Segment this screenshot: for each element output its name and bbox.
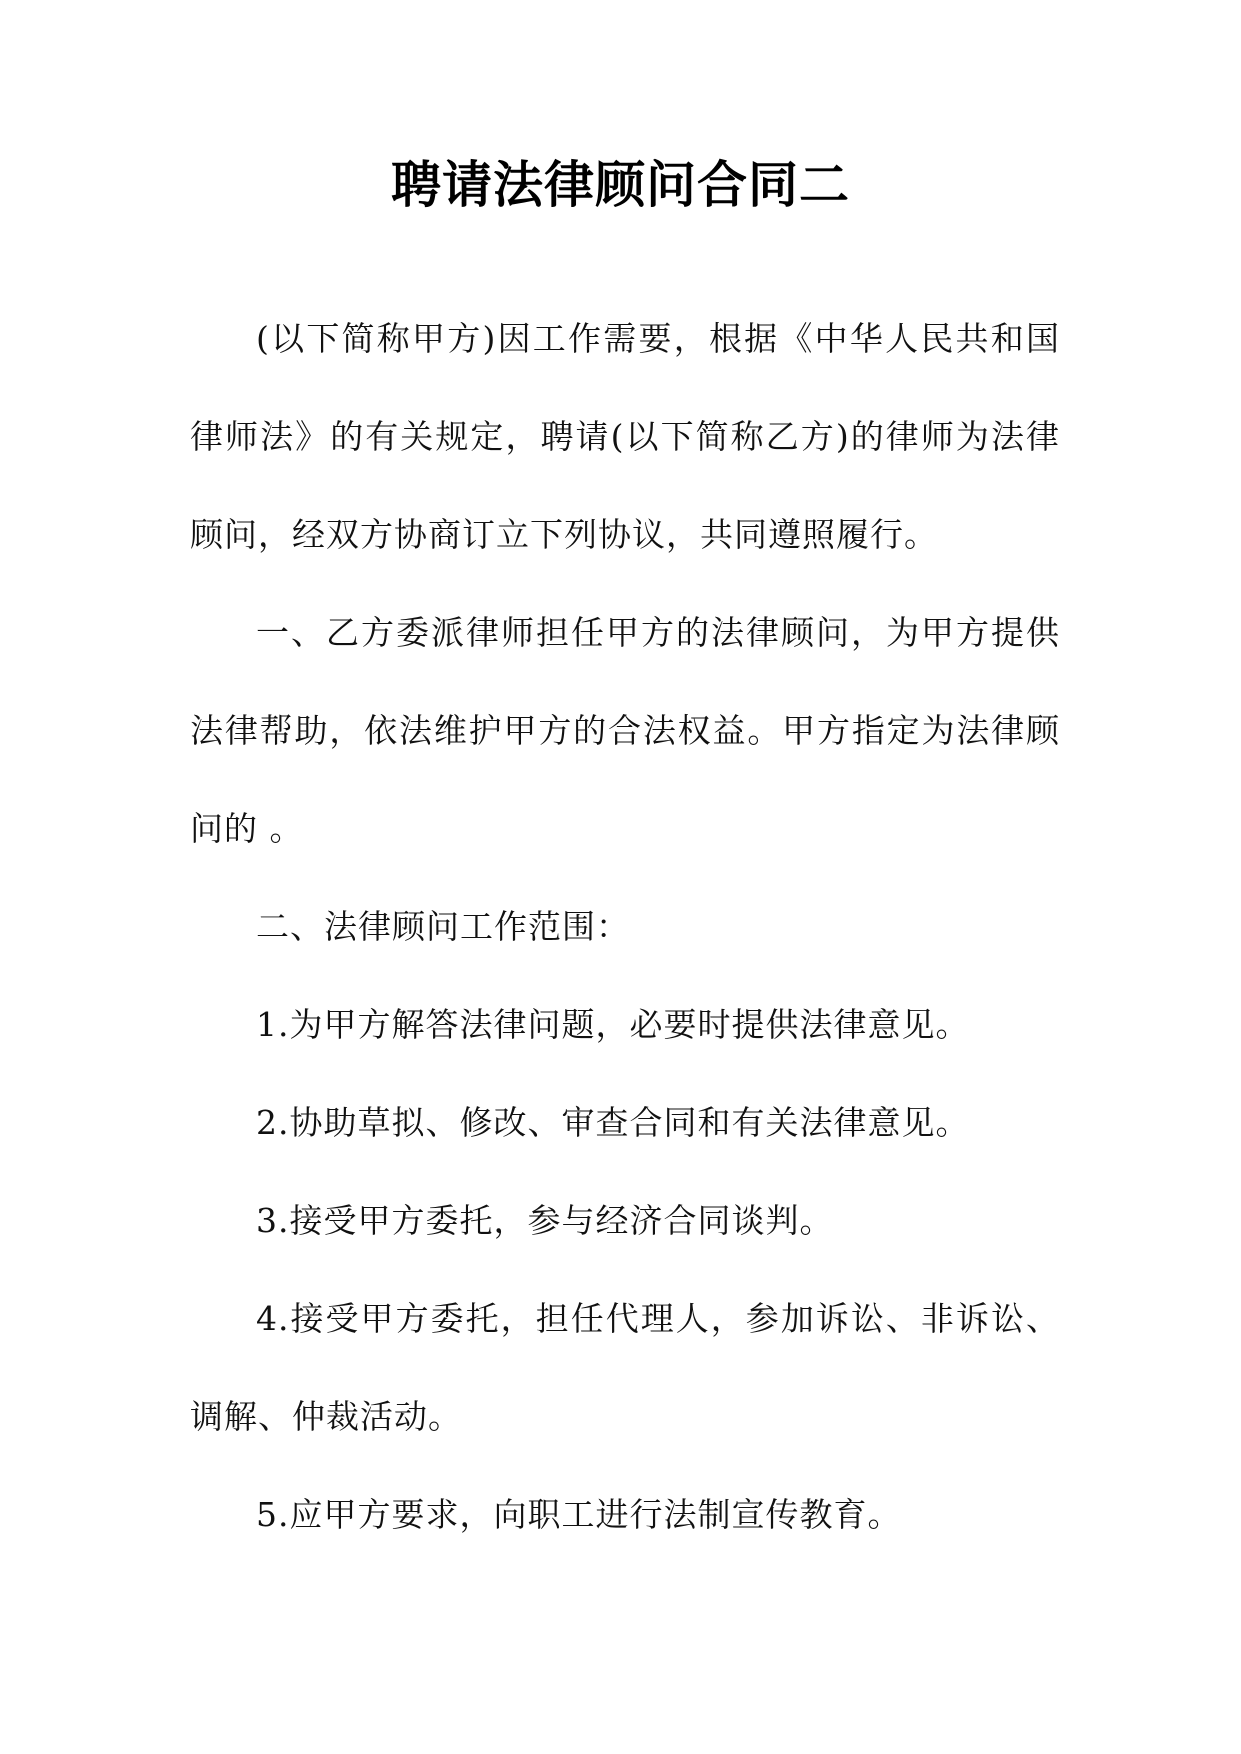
document-body [190, 290, 1060, 1564]
list-item-scope-2: 2.协助草拟、修改、审查合同和有关法律意见。 [256, 1103, 970, 1142]
paragraph-intro: (以下简称甲方)因工作需要，根据《中华人民共和国律师法》的有关规定，聘请(以下简称乙方)的律师为法律顾问，经双方协商订立下列协议，共同遵照履行。 [190, 319, 1060, 554]
document-title: 聘请法律顾问合同二 [391, 156, 850, 214]
list-item-scope-1: 1.为甲方解答法律问题，必要时提供法律意见。 [256, 1005, 970, 1044]
paragraph-clause-1: 一、乙方委派律师担任甲方的法律顾问，为甲方提供法律帮助，依法维护甲方的合法权益。甲方指定为法律顾问的 。 [190, 613, 1060, 848]
list-item-scope-5: 5.应甲方要求，向职工进行法制宣传教育。 [256, 1495, 902, 1534]
list-item-scope-3: 3.接受甲方委托，参与经济合同谈判。 [256, 1201, 834, 1240]
paragraph-clause-2-heading: 二、法律顾问工作范围： [256, 907, 630, 946]
list-item-scope-4: 4.接受甲方委托，担任代理人，参加诉讼、非诉讼、调解、仲裁活动。 [190, 1299, 1060, 1436]
